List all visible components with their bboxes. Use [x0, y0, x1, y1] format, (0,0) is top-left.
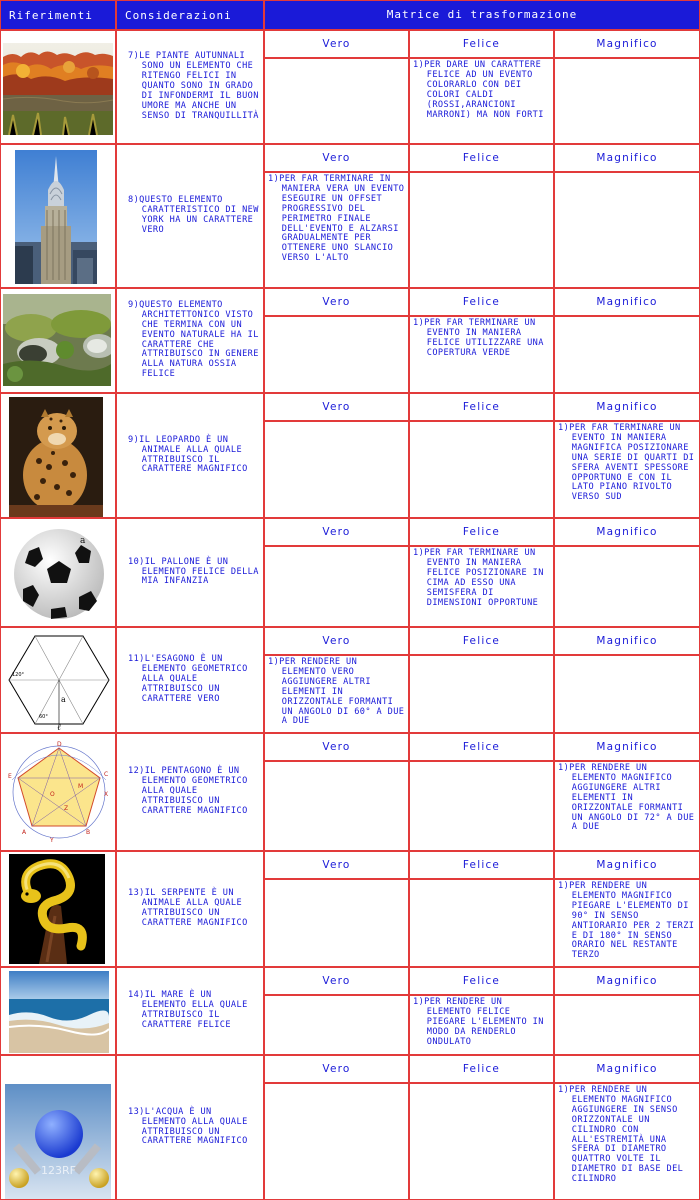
column-header-vero: Vero [264, 627, 409, 655]
column-header-felice: Felice [409, 393, 554, 421]
pent-label-O: O [50, 791, 55, 798]
rule-label: 1)PER DARE UN CARATTERE FELICE AD UN EVENTO COLORARLO CON DEI COLORI CALDI (ROSSI,ARANCIONI MARRONI) MA NON FORTI [413, 60, 544, 120]
rule-text [410, 59, 553, 120]
yellow-snake-image [9, 854, 105, 964]
consideration-label: 12)IL PENTAGONO È UN ELEMENTO GEOMETRICO ALLA QUALE ATTRIBUISCO UN CARATTERE MAGNIFICO [128, 766, 248, 816]
pent-label-E: E [8, 773, 12, 780]
matrix-cell-vero [264, 879, 409, 967]
consideration-text [125, 889, 263, 929]
rule-text [410, 547, 553, 608]
rule-text [410, 996, 553, 1048]
matrix-cell-magnifico [554, 995, 700, 1055]
header-matrice: Matrice di trasformazione [264, 0, 700, 30]
column-header-felice: Felice [409, 733, 554, 761]
rule-label: 1)PER RENDERE UN ELEMENTO MAGNIFICO PIEGARE L'ELEMENTO DI 90° IN SENSO ANTIORARIO PER 2 TERZI E DI 180° IN SENSO ORARIO NEL RESTANTE TERZO [558, 881, 695, 961]
matrix-cell-vero [264, 995, 409, 1055]
column-header-magnifico: Magnifico [554, 144, 700, 172]
pent-label-Z: Z [64, 805, 69, 812]
matrix-cell-vero [264, 421, 409, 518]
matrix-cell-magnifico [554, 546, 700, 627]
consideration-text [125, 767, 263, 817]
soccer-ball-image [9, 527, 109, 620]
consideration-cell [116, 393, 264, 518]
water-molecule-image [5, 1084, 111, 1200]
matrix-cell-felice [409, 655, 554, 733]
rule-text [555, 422, 699, 503]
matrix-cell-vero [264, 546, 409, 627]
column-header-felice: Felice [409, 518, 554, 546]
consideration-label: 11)L'ESAGONO È UN ELEMENTO GEOMETRICO ALLA QUALE ATTRIBUISCO UN CARATTERE VERO [128, 654, 248, 704]
hexagon-l-label: ℓ [57, 723, 61, 730]
column-header-vero: Vero [264, 144, 409, 172]
row-image-cell [0, 144, 116, 288]
rule-text [555, 762, 699, 833]
row-image-cell [0, 851, 116, 967]
column-header-felice: Felice [409, 144, 554, 172]
svg-text:a: a [80, 536, 86, 546]
pent-label-X: X [104, 791, 109, 798]
matrix-cell-magnifico [554, 655, 700, 733]
column-header-magnifico: Magnifico [554, 30, 700, 58]
hexagon-inner-label: 60° [39, 714, 48, 720]
consideration-text [125, 436, 263, 476]
rule-label: 1)PER RENDERE UN ELEMENTO VERO AGGIUNGERE ALTRI ELEMENTI IN ORIZZONTALE FORMANTI UN ANGOLO DI 60° A DUE A DUE [268, 657, 405, 727]
column-header-felice: Felice [409, 1055, 554, 1083]
column-header-vero: Vero [264, 1055, 409, 1083]
matrix-cell-vero [264, 655, 409, 733]
watermark: 123RF [41, 1164, 76, 1177]
consideration-text [125, 655, 263, 705]
column-header-magnifico: Magnifico [554, 393, 700, 421]
pent-label-B: B [86, 829, 91, 836]
consideration-cell [116, 288, 264, 393]
row-image-cell [0, 627, 116, 733]
column-header-magnifico: Magnifico [554, 967, 700, 995]
rule-text [555, 880, 699, 961]
consideration-text [125, 301, 263, 380]
matrix-cell-magnifico [554, 1083, 700, 1200]
consideration-cell [116, 733, 264, 851]
consideration-cell [116, 518, 264, 627]
rule-label: 1)PER FAR TERMINARE IN MANIERA VERA UN EVENTO ESEGUIRE UN OFFSET PROGRESSIVO DEL PERIMETRO FINALE DELL'EVENTO E ALZARSI GRADUALMENTE PER OTTENERE UNO SLANCIO VERSO L'ALTO [268, 174, 405, 264]
consideration-text [125, 1108, 263, 1148]
column-header-magnifico: Magnifico [554, 851, 700, 879]
consideration-label: 14)IL MARE È UN ELEMENTO ELLA QUALE ATTRIBUISCO IL CARATTERE FELICE [128, 990, 248, 1030]
hexagon-diagram-image [5, 632, 113, 730]
matrix-cell-felice [409, 421, 554, 518]
column-header-magnifico: Magnifico [554, 627, 700, 655]
rule-text [265, 656, 408, 727]
consideration-label: 8)QUESTO ELEMENTO CARATTERISTICO DI NEW YORK HA UN CARATTERE VERO [128, 195, 259, 235]
column-header-magnifico: Magnifico [554, 518, 700, 546]
matrix-cell-felice [409, 1083, 554, 1200]
column-header-felice: Felice [409, 288, 554, 316]
pentagon-diagram-image [4, 740, 114, 846]
consideration-text [125, 991, 263, 1031]
column-header-vero: Vero [264, 393, 409, 421]
consideration-label: 13)IL SERPENTE È UN ANIMALE ALLA QUALE ATTRIBUISCO UN CARATTERE MAGNIFICO [128, 888, 248, 928]
column-header-felice: Felice [409, 30, 554, 58]
rule-label: 1)PER RENDERE UN ELEMENTO FELICE PIEGARE L'ELEMENTO IN MODO DA RENDERLO ONDULATO [413, 997, 544, 1047]
consideration-cell [116, 30, 264, 144]
matrix-cell-magnifico [554, 58, 700, 144]
consideration-cell [116, 627, 264, 733]
rule-label: 1)PER FAR TERMINARE UN EVENTO IN MANIERA MAGNIFICA POSIZIONARE UNA SERIE DI QUARTI DI SFERA AVENTI SPESSORE OPPORTUNO E CON IL LATO PIANO RIVOLTO VERSO SUD [558, 423, 695, 503]
matrix-cell-magnifico [554, 879, 700, 967]
matrix-cell-vero [264, 172, 409, 288]
matrix-cell-felice [409, 995, 554, 1055]
hexagon-angle-label: 120° [12, 672, 25, 678]
matrix-cell-felice [409, 761, 554, 851]
consideration-label: 9)QUESTO ELEMENTO ARCHITETTONICO VISTO CHE TERMINA CON UN EVENTO NATURALE HA IL CARATTERE CHE ATTRIBUISCO IN GENERE ALLA NATURA OSSIA FELICE [128, 299, 259, 380]
row-image-cell [0, 733, 116, 851]
matrix-cell-magnifico [554, 172, 700, 288]
rule-text [410, 317, 553, 359]
row-image-cell [0, 967, 116, 1055]
column-header-felice: Felice [409, 851, 554, 879]
rule-text [555, 1084, 699, 1185]
row-image-cell [0, 393, 116, 518]
column-header-magnifico: Magnifico [554, 1055, 700, 1083]
matrix-cell-vero [264, 1083, 409, 1200]
header-considerazioni: Considerazioni [116, 0, 264, 30]
column-header-vero: Vero [264, 288, 409, 316]
hexagon-a-label: a [61, 695, 66, 704]
autumn-trees-lake-image [3, 43, 113, 135]
consideration-text [125, 196, 263, 236]
consideration-label: 9)IL LEOPARDO È UN ANIMALE ALLA QUALE ATTRIBUISCO IL CARATTERE MAGNIFICO [128, 434, 248, 475]
pent-label-C: C [104, 771, 109, 778]
rule-label: 1)PER RENDERE UN ELEMENTO MAGNIFICO AGGIUNGERE ALTRI ELEMENTI IN ORIZZONTALE FORMANTI UN ANGOLO DI 72° A DUE A DUE [558, 763, 695, 833]
column-header-felice: Felice [409, 967, 554, 995]
matrix-cell-magnifico [554, 316, 700, 393]
consideration-label: 10)IL PALLONE È UN ELEMENTO FELICE DELLA MIA INFANZIA [128, 556, 259, 587]
organic-green-architecture-image [3, 294, 111, 386]
matrix-cell-felice [409, 58, 554, 144]
rule-text [265, 173, 408, 264]
consideration-label: 13)L'ACQUA È UN ELEMENTO ALLA QUALE ATTRIBUISCO UN CARATTERE MAGNIFICO [128, 1106, 248, 1147]
consideration-text [125, 558, 263, 588]
pent-label-D: D [57, 741, 62, 748]
leopard-image [9, 397, 103, 517]
column-header-magnifico: Magnifico [554, 733, 700, 761]
column-header-vero: Vero [264, 851, 409, 879]
consideration-cell [116, 967, 264, 1055]
matrix-cell-felice [409, 546, 554, 627]
pent-label-M: M [78, 783, 84, 790]
consideration-text [125, 52, 263, 121]
column-header-magnifico: Magnifico [554, 288, 700, 316]
row-image-cell [0, 30, 116, 144]
matrix-cell-felice [409, 316, 554, 393]
column-header-vero: Vero [264, 733, 409, 761]
matrix-cell-felice [409, 879, 554, 967]
matrix-cell-magnifico [554, 761, 700, 851]
column-header-vero: Vero [264, 30, 409, 58]
consideration-cell [116, 851, 264, 967]
row-image-cell [0, 518, 116, 627]
rule-label: 1)PER FAR TERMINARE UN EVENTO IN MANIERA FELICE POSIZIONARE IN CIMA AD ESSO UNA SEMISFERA DI DIMENSIONI OPPORTUNE [413, 548, 544, 608]
matrix-cell-vero [264, 58, 409, 144]
row-image-cell [0, 1055, 116, 1200]
matrix-cell-magnifico [554, 421, 700, 518]
column-header-vero: Vero [264, 967, 409, 995]
consideration-cell [116, 144, 264, 288]
row-image-cell [0, 288, 116, 393]
pent-label-A: A [22, 829, 27, 836]
rule-label: 1)PER FAR TERMINARE UN EVENTO IN MANIERA FELICE UTILIZZARE UNA COPERTURA VERDE [413, 318, 544, 358]
matrix-cell-vero [264, 316, 409, 393]
consideration-cell [116, 1055, 264, 1200]
rule-label: 1)PER RENDERE UN ELEMENTO MAGNIFICO AGGIUNGERE IN SENSO ORIZZONTALE UN CILINDRO CON ALL'ESTREMITÀ UNA SFERA DI DIAMETRO QUATTRO VOLTE IL DIAMETRO DI BASE DEL CILINDRO [558, 1085, 684, 1185]
header-riferimenti: Riferimenti [0, 0, 116, 30]
matrix-cell-vero [264, 761, 409, 851]
column-header-vero: Vero [264, 518, 409, 546]
chrysler-building-image [15, 150, 97, 284]
matrix-cell-felice [409, 172, 554, 288]
consideration-label: 7)LE PIANTE AUTUNNALI SONO UN ELEMENTO CHE RITENGO FELICI IN QUANTO SONO IN GRADO DI INFONDERMI IL BUON UMORE MA ANCHE UN SENSO DI TRANQUILLITÀ [128, 51, 259, 121]
sea-waves-image [9, 971, 109, 1053]
column-header-felice: Felice [409, 627, 554, 655]
pent-label-Y: Y [50, 837, 54, 844]
